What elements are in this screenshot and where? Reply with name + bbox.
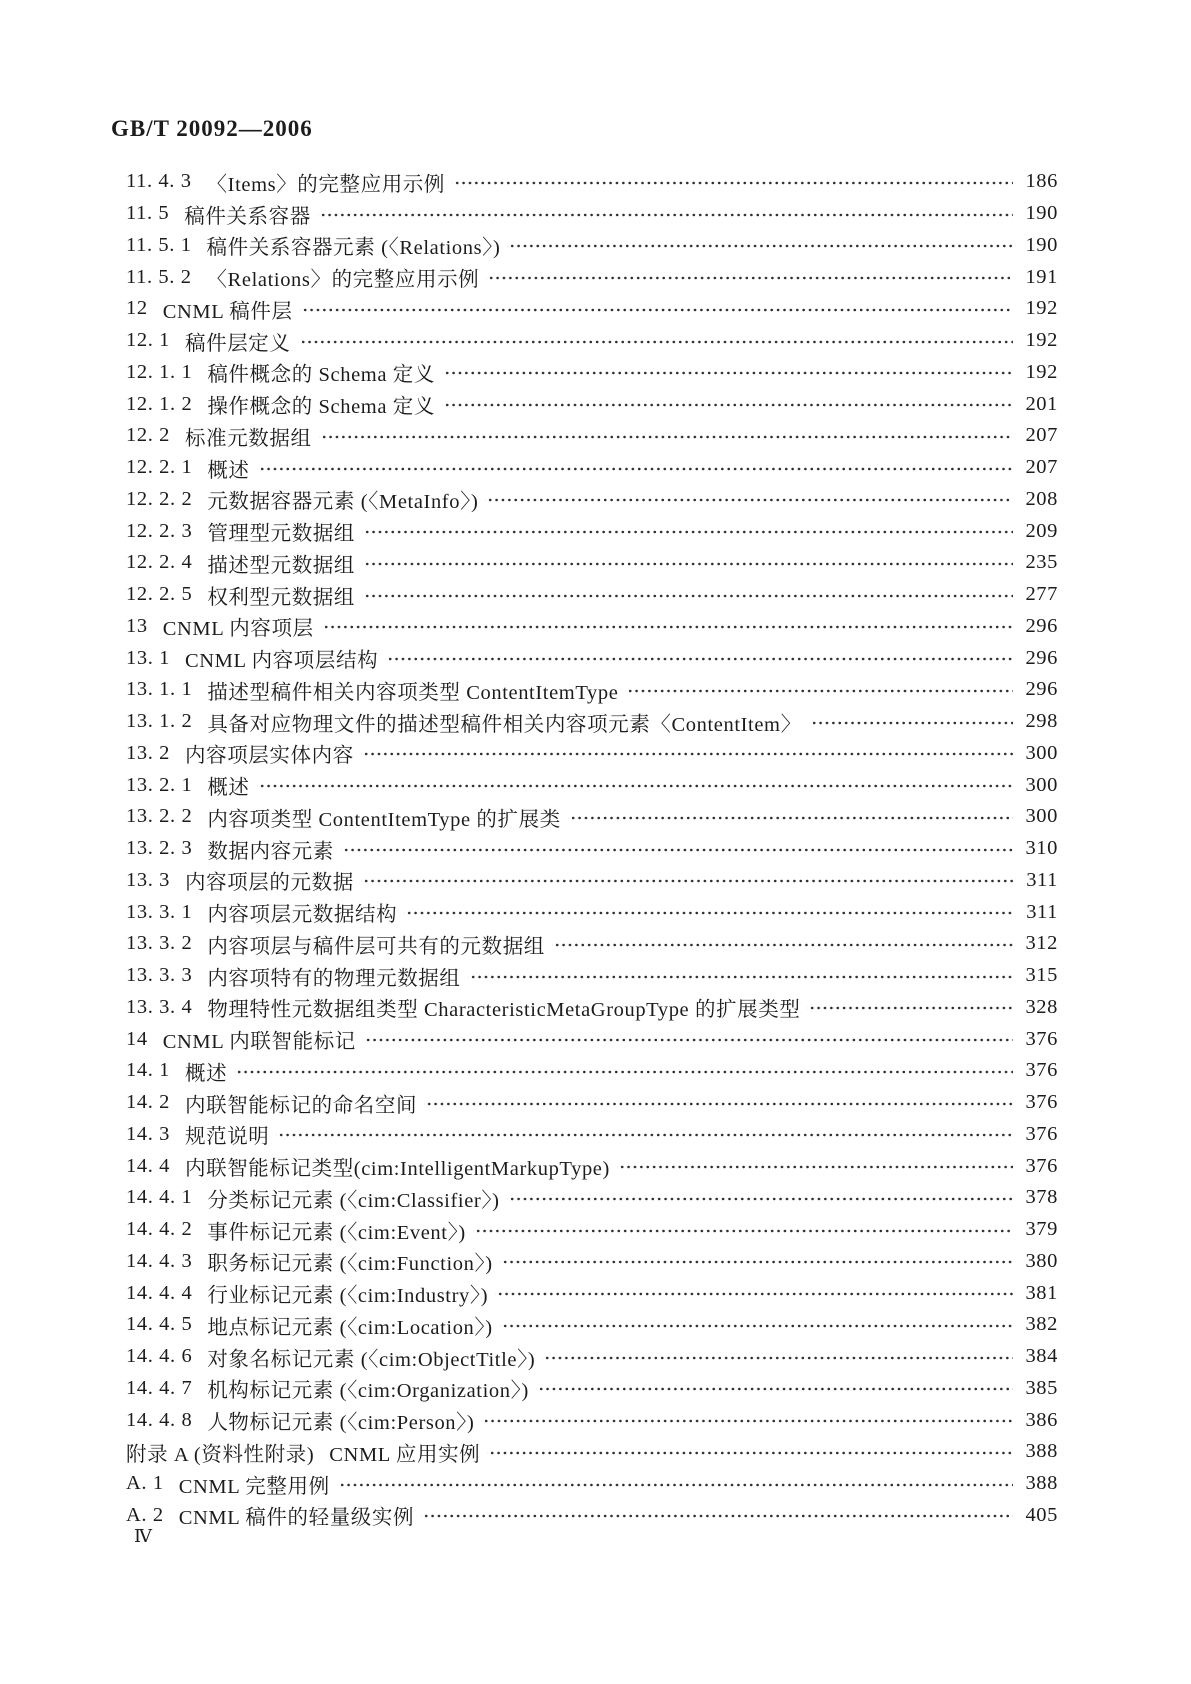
toc-entry-title: 内容项类型 ContentItemType 的扩展类 — [207, 808, 561, 831]
toc-entry — [126, 833, 1058, 865]
toc-entry-title: 描述型元数据组 — [207, 554, 356, 577]
toc-entry-title: 〈Relations〉的完整应用示例 — [206, 269, 480, 292]
dot-leader — [300, 293, 1013, 325]
toc-entry — [126, 1309, 1058, 1341]
toc-entry-number: 14. 4. 5 — [126, 1313, 193, 1336]
toc-entry-number: 14. 2 — [126, 1091, 170, 1114]
toc-entry-number: 13. 2. 2 — [126, 805, 193, 828]
dot-leader — [507, 1182, 1013, 1214]
toc-entry-number: 12. 1. 2 — [126, 392, 193, 415]
toc-entry-title: 内容项层实体内容 — [185, 745, 354, 768]
toc-entry-page: 192 — [1025, 297, 1058, 320]
toc-entry-title: 分类标记元素 (〈cim:Classifier〉) — [207, 1189, 500, 1212]
toc-entry-number: 12. 2. 5 — [126, 583, 193, 606]
toc-entry-page: 311 — [1026, 868, 1058, 891]
toc-entry — [126, 484, 1058, 516]
toc-entry-number: 13. 3. 3 — [126, 964, 193, 987]
dot-leader — [257, 769, 1013, 801]
dot-leader — [341, 833, 1013, 865]
toc-entry-title: 概述 — [207, 459, 250, 482]
toc-entry-page: 384 — [1025, 1345, 1058, 1368]
toc-entry-page: 385 — [1025, 1376, 1058, 1399]
toc-entry-page: 207 — [1025, 456, 1058, 479]
toc-entry-page: 208 — [1025, 487, 1058, 510]
toc-entry-title: 内容项层与稿件层可共有的元数据组 — [207, 935, 545, 958]
dot-leader — [362, 547, 1013, 579]
toc-entry-page: 192 — [1025, 360, 1058, 383]
dot-leader — [337, 1468, 1013, 1500]
toc-entry-number: 11. 4. 3 — [126, 170, 192, 193]
dot-leader — [495, 1277, 1013, 1309]
toc-entry-page: 300 — [1025, 741, 1058, 764]
dot-leader — [625, 674, 1013, 706]
toc-entry-number: 14. 4. 8 — [126, 1408, 193, 1431]
toc-entry — [126, 1277, 1058, 1309]
toc-entry — [126, 166, 1058, 198]
toc-entry-number: 12. 2. 4 — [126, 551, 193, 574]
toc-entry — [126, 420, 1058, 452]
dot-leader — [319, 420, 1013, 452]
toc-entry-page: 382 — [1025, 1313, 1058, 1336]
toc-entry-page: 190 — [1025, 202, 1058, 225]
toc-entry — [126, 293, 1058, 325]
toc-entry-number: 14. 4 — [126, 1154, 170, 1177]
toc-entry-page: 191 — [1025, 265, 1058, 288]
dot-leader — [321, 611, 1013, 643]
toc-entry-title: CNML 内容项层结构 — [185, 650, 379, 673]
toc-entry-number: 14 — [126, 1027, 148, 1050]
toc-entry-page: 376 — [1025, 1027, 1058, 1050]
toc-entry — [126, 388, 1058, 420]
toc-entry-number: 14. 4. 6 — [126, 1345, 193, 1368]
toc-entry-page: 311 — [1026, 900, 1058, 923]
dot-leader — [485, 484, 1013, 516]
toc-entry-number: 11. 5. 1 — [126, 233, 192, 256]
toc-entry-title: 标准元数据组 — [185, 427, 312, 450]
toc-entry — [126, 1087, 1058, 1119]
toc-entry — [126, 1341, 1058, 1373]
toc-entry-title: 稿件关系容器元素 (〈Relations〉) — [206, 237, 501, 260]
toc-entry-title: 具备对应物理文件的描述型稿件相关内容项元素〈ContentItem〉 — [207, 713, 802, 736]
toc-entry-title: 内容项特有的物理元数据组 — [207, 967, 461, 990]
toc-entry-title: 规范说明 — [185, 1126, 270, 1149]
toc-entry-title: CNML 内联智能标记 — [162, 1031, 356, 1054]
toc-entry-title: 内容项层元数据结构 — [207, 904, 398, 927]
dot-leader — [362, 515, 1013, 547]
toc-entry-page: 381 — [1025, 1281, 1058, 1304]
toc-entry-number: 12. 1 — [126, 329, 170, 352]
dot-leader — [552, 928, 1013, 960]
toc-entry-number: 12. 1. 1 — [126, 360, 193, 383]
toc-entry-title: 〈Items〉的完整应用示例 — [206, 173, 445, 196]
dot-leader — [442, 357, 1013, 389]
toc-entry-page: 209 — [1025, 519, 1058, 542]
toc-entry — [126, 1436, 1058, 1468]
dot-leader — [404, 896, 1013, 928]
toc-entry-page: 298 — [1025, 710, 1058, 733]
toc-entry-number: 12 — [126, 297, 148, 320]
toc-entry-page: 376 — [1025, 1122, 1058, 1145]
toc-entry-title: 对象名标记元素 (〈cim:ObjectTitle〉) — [207, 1348, 536, 1371]
toc-entry-page: 380 — [1025, 1249, 1058, 1272]
toc-entry-title: 内联智能标记类型(cim:IntelligentMarkupType) — [185, 1158, 610, 1181]
dot-leader — [507, 230, 1013, 262]
toc-entry-number: 14. 4. 4 — [126, 1281, 193, 1304]
toc-entry-title: 管理型元数据组 — [207, 523, 356, 546]
toc-entry-title: CNML 完整用例 — [178, 1475, 330, 1498]
toc-entry — [126, 198, 1058, 230]
toc-entry — [126, 452, 1058, 484]
toc-entry-page: 405 — [1025, 1503, 1058, 1526]
dot-leader — [362, 579, 1013, 611]
toc-entry — [126, 1150, 1058, 1182]
dot-leader — [500, 1246, 1013, 1278]
toc-entry-page: 376 — [1025, 1091, 1058, 1114]
toc-entry — [126, 960, 1058, 992]
toc-list — [126, 166, 1058, 1531]
standard-code-header: GB/T 20092—2006 — [111, 116, 313, 141]
toc-entry-title: 职务标记元素 (〈cim:Function〉) — [207, 1253, 493, 1276]
toc-entry — [126, 992, 1058, 1024]
toc-entry-page: 376 — [1025, 1059, 1058, 1082]
dot-leader — [473, 1214, 1013, 1246]
toc-entry-title: 元数据容器元素 (〈MetaInfo〉) — [207, 491, 479, 514]
toc-entry — [126, 230, 1058, 262]
toc-entry-title: 内容项层的元数据 — [185, 872, 354, 895]
page-number-footer: Ⅳ — [134, 1526, 153, 1546]
toc-entry-title: 机构标记元素 (〈cim:Organization〉) — [207, 1380, 529, 1403]
toc-entry-number: 14. 1 — [126, 1059, 170, 1082]
toc-entry-number: 14. 4. 7 — [126, 1376, 193, 1399]
toc-entry-page: 388 — [1025, 1472, 1058, 1495]
toc-entry-page: 296 — [1025, 646, 1058, 669]
toc-entry-title: 数据内容元素 — [207, 840, 334, 863]
toc-entry-page: 376 — [1025, 1154, 1058, 1177]
toc-entry — [126, 547, 1058, 579]
toc-entry-title: 行业标记元素 (〈cim:Industry〉) — [207, 1285, 489, 1308]
toc-entry-number: 14. 3 — [126, 1122, 170, 1145]
toc-entry-page: 235 — [1025, 551, 1058, 574]
dot-leader — [500, 1309, 1013, 1341]
toc-entry — [126, 896, 1058, 928]
toc-entry — [126, 928, 1058, 960]
dot-leader — [276, 1119, 1013, 1151]
dot-leader — [486, 261, 1013, 293]
toc-entry — [126, 611, 1058, 643]
toc-entry-title: CNML 稿件层 — [162, 300, 293, 323]
toc-entry-page: 300 — [1025, 805, 1058, 828]
dot-leader — [421, 1500, 1013, 1532]
toc-entry-number: 14. 4. 3 — [126, 1249, 193, 1272]
toc-entry-number: 13. 3. 1 — [126, 900, 193, 923]
toc-entry — [126, 738, 1058, 770]
toc-entry-page: 296 — [1025, 678, 1058, 701]
toc-entry — [126, 642, 1058, 674]
toc-entry — [126, 769, 1058, 801]
toc-entry-page: 386 — [1025, 1408, 1058, 1431]
toc-entry-page: 201 — [1025, 392, 1058, 415]
toc-entry-page: 192 — [1025, 329, 1058, 352]
dot-leader — [385, 642, 1013, 674]
toc-entry-page: 296 — [1025, 614, 1058, 637]
toc-entry — [126, 261, 1058, 293]
dot-leader — [442, 388, 1013, 420]
toc-entry-title: CNML 应用实例 — [329, 1443, 481, 1466]
toc-entry — [126, 515, 1058, 547]
toc-entry — [126, 706, 1058, 738]
toc-entry-number: 13. 2 — [126, 741, 170, 764]
toc-entry-number: 12. 2 — [126, 424, 170, 447]
dot-leader — [542, 1341, 1013, 1373]
toc-entry — [126, 1214, 1058, 1246]
toc-entry-number: 13. 2. 1 — [126, 773, 193, 796]
toc-entry-number: 13. 1 — [126, 646, 170, 669]
toc-entry-page: 388 — [1025, 1440, 1058, 1463]
toc-entry-title: 权利型元数据组 — [207, 586, 356, 609]
toc-entry — [126, 1119, 1058, 1151]
toc-entry — [126, 1182, 1058, 1214]
toc-entry-title: 稿件概念的 Schema 定义 — [207, 364, 435, 387]
toc-entry-page: 378 — [1025, 1186, 1058, 1209]
toc-entry-number: 14. 4. 1 — [126, 1186, 193, 1209]
toc-entry-title: 物理特性元数据组类型 CharacteristicMetaGroupType 的扩展类型 — [207, 999, 801, 1022]
toc-entry-page: 277 — [1025, 583, 1058, 606]
toc-entry-number: 附录 A (资料性附录) — [126, 1443, 315, 1466]
dot-leader — [809, 706, 1013, 738]
toc-entry — [126, 1023, 1058, 1055]
dot-leader — [807, 992, 1013, 1024]
toc-entry-title: 内联智能标记的命名空间 — [185, 1094, 418, 1117]
dot-leader — [361, 865, 1013, 897]
toc-entry-title: CNML 内容项层 — [162, 618, 314, 641]
toc-entry-title: 稿件层定义 — [185, 332, 291, 355]
dot-leader — [318, 198, 1013, 230]
dot-leader — [536, 1373, 1013, 1405]
toc-entry-number: 13. 3. 2 — [126, 932, 193, 955]
toc-entry-number: 12. 2. 3 — [126, 519, 193, 542]
dot-leader — [363, 1023, 1013, 1055]
toc-entry — [126, 1373, 1058, 1405]
toc-entry-page: 300 — [1025, 773, 1058, 796]
toc-entry — [126, 325, 1058, 357]
toc-entry-page: 379 — [1025, 1218, 1058, 1241]
dot-leader — [361, 738, 1013, 770]
toc-entry-page: 190 — [1025, 233, 1058, 256]
toc-entry-number: 11. 5. 2 — [126, 265, 192, 288]
toc-entry-page: 310 — [1025, 837, 1058, 860]
toc-entry-number: 12. 2. 1 — [126, 456, 193, 479]
dot-leader — [298, 325, 1014, 357]
toc-entry-number: A. 1 — [126, 1472, 164, 1495]
toc-entry — [126, 1404, 1058, 1436]
toc-entry — [126, 1500, 1058, 1532]
toc-entry-number: 13. 2. 3 — [126, 837, 193, 860]
toc-entry — [126, 1468, 1058, 1500]
dot-leader — [487, 1436, 1013, 1468]
toc-entry-page: 315 — [1025, 964, 1058, 987]
toc-entry — [126, 801, 1058, 833]
toc-entry-title: 概述 — [185, 1062, 228, 1085]
dot-leader — [481, 1404, 1013, 1436]
toc-entry — [126, 357, 1058, 389]
toc-entry-title: CNML 稿件的轻量级实例 — [178, 1507, 415, 1530]
dot-leader — [468, 960, 1013, 992]
toc-entry — [126, 865, 1058, 897]
toc-entry-title: 事件标记元素 (〈cim:Event〉) — [207, 1221, 466, 1244]
dot-leader — [452, 166, 1013, 198]
toc-entry-title: 地点标记元素 (〈cim:Location〉) — [207, 1316, 493, 1339]
toc-entry-number: 13 — [126, 614, 148, 637]
toc-entry-page: 186 — [1025, 170, 1058, 193]
toc-entry — [126, 1246, 1058, 1278]
toc-entry-number: 14. 4. 2 — [126, 1218, 193, 1241]
toc-entry-page: 328 — [1025, 995, 1058, 1018]
toc-entry-page: 312 — [1025, 932, 1058, 955]
toc-entry-title: 描述型稿件相关内容项类型 ContentItemType — [207, 681, 619, 704]
toc-entry-number: 11. 5 — [126, 202, 170, 225]
toc-entry-number: 12. 2. 2 — [126, 487, 193, 510]
toc-entry-title: 操作概念的 Schema 定义 — [207, 396, 435, 419]
toc-entry-number: 13. 1. 1 — [126, 678, 193, 701]
dot-leader — [617, 1150, 1013, 1182]
toc-entry — [126, 579, 1058, 611]
toc-entry-title: 人物标记元素 (〈cim:Person〉) — [207, 1412, 475, 1435]
dot-leader — [257, 452, 1013, 484]
toc-entry — [126, 1055, 1058, 1087]
toc-entry-page: 207 — [1025, 424, 1058, 447]
toc-entry-number: 13. 1. 2 — [126, 710, 193, 733]
toc-entry-number: 13. 3. 4 — [126, 995, 193, 1018]
toc-entry — [126, 674, 1058, 706]
toc-entry-title: 概述 — [207, 777, 250, 800]
toc-entry-number: 13. 3 — [126, 868, 170, 891]
toc-entry-title: 稿件关系容器 — [184, 205, 311, 228]
dot-leader — [234, 1055, 1013, 1087]
dot-leader — [424, 1087, 1013, 1119]
dot-leader — [568, 801, 1013, 833]
toc-entry-number: A. 2 — [126, 1503, 164, 1526]
